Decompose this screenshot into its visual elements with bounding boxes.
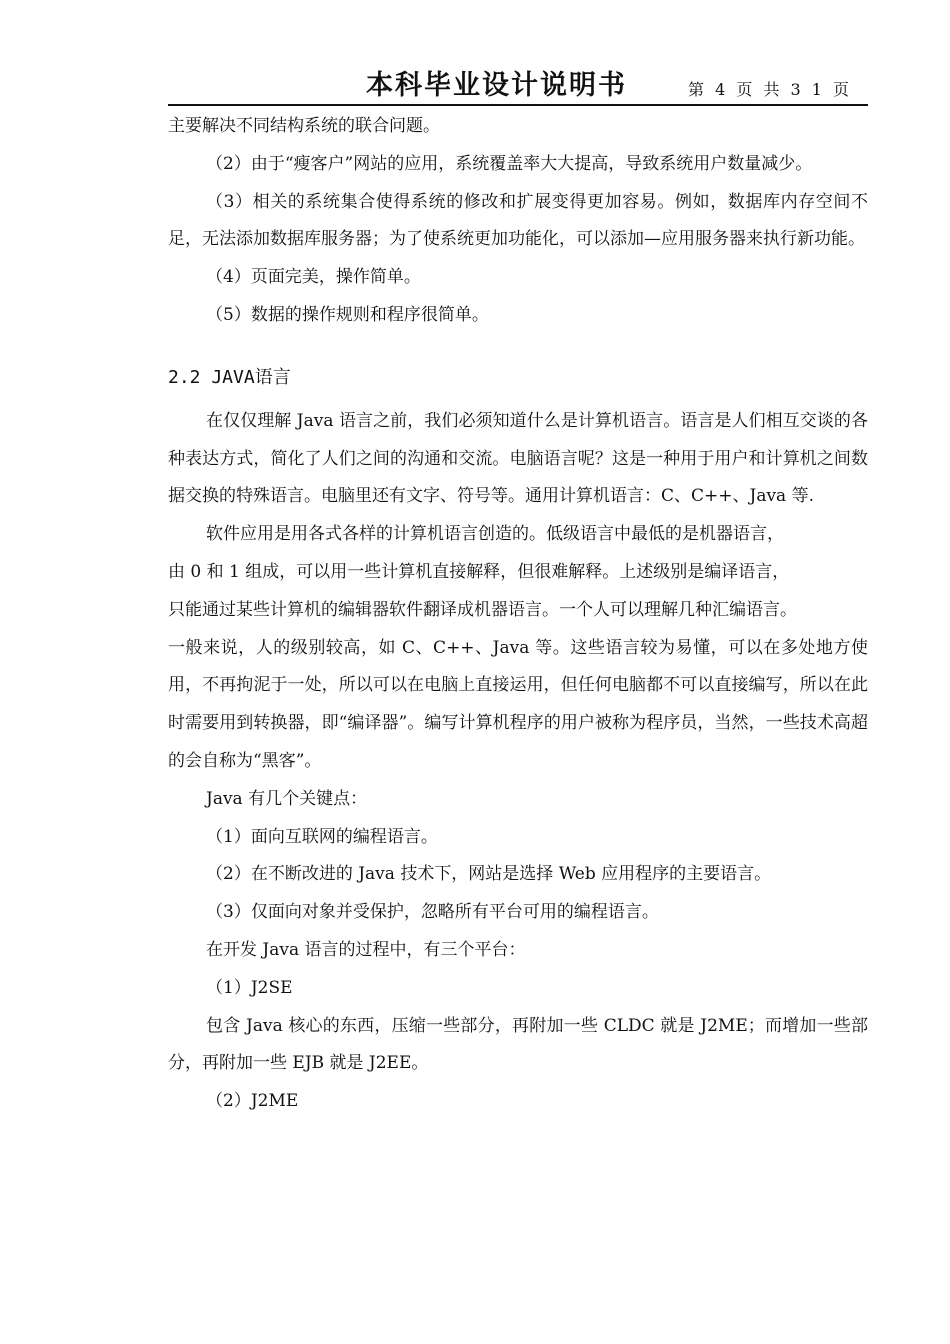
list-item: （3）仅面向对象并受保护，忽略所有平台可用的编程语言。 [206,902,659,923]
document-title: 本科毕业设计说明书 [366,70,627,101]
list-item: （4）页面完美，操作简单。 [206,267,421,288]
list-item: （1）面向互联网的编程语言。 [206,826,438,847]
page-header [168,68,868,106]
paragraph: 在开发 Java 语言的过程中，有三个平台： [206,939,526,960]
paragraph: 一般来说，人的级别较高，如 C、C++、Java 等。这些语言较为易懂，可以在多处地方使用，不再拘泥于一处，所以可以在电脑上直接运用，但任何电脑都不可以直接编写，所以在此时需要用到转换器，即“编译器”。编写计算机程序的用户被称为程序员，当然，一些技术高超的会自称为“黑客”。 [168,637,868,771]
paragraph: 主要解决不同结构系统的联合问题。 [168,116,440,136]
paragraph: 在仅仅理解 Java 语言之前，我们必须知道什么是计算机语言。语言是人们相互交谈的各种表达方式，简化了人们之间的沟通和交流。电脑语言呢？这是一种用于用户和计算机之间数据交换的特殊语言。电脑里还有文字、符号等。通用计算机语言：C、C++、Java 等. [168,410,868,507]
paragraph: Java 有几个关键点： [206,788,368,809]
document-body [168,108,868,1121]
list-item: （2）由于“瘦客户”网站的应用，系统覆盖率大大提高，导致系统用户数量减少。 [206,153,813,174]
list-item: （2）J2ME [206,1091,299,1112]
paragraph: 包含 Java 核心的东西，压缩一些部分，再附加一些 CLDC 就是 J2ME；而增加一些部分，再附加一些 EJB 就是 J2EE。 [168,1015,868,1074]
list-item: （5）数据的操作规则和程序很简单。 [206,304,489,325]
paragraph-line: 只能通过某些计算机的编辑器软件翻译成机器语言。一个人可以理解几种汇编语言。 [168,599,797,620]
list-item: （3）相关的系统集合使得系统的修改和扩展变得更加容易。例如，数据库内存空间不足，无法添加数据库服务器；为了使系统更加功能化，可以添加—应用服务器来执行新功能。 [168,191,868,250]
section-heading: 2.2 JAVA语言 [168,366,291,388]
paragraph-line: 软件应用是用各式各样的计算机语言创造的。低级语言中最低的是机器语言， [206,524,784,545]
list-item: （1）J2SE [206,977,293,998]
page-number: 第 4 页 共 3 1 页 [688,80,853,99]
list-item: （2）在不断改进的 Java 技术下，网站是选择 Web 应用程序的主要语言。 [206,864,772,885]
paragraph-line: 由 0 和 1 组成，可以用一些计算机直接解释，但很难解释。上述级别是编译语言， [168,561,790,582]
